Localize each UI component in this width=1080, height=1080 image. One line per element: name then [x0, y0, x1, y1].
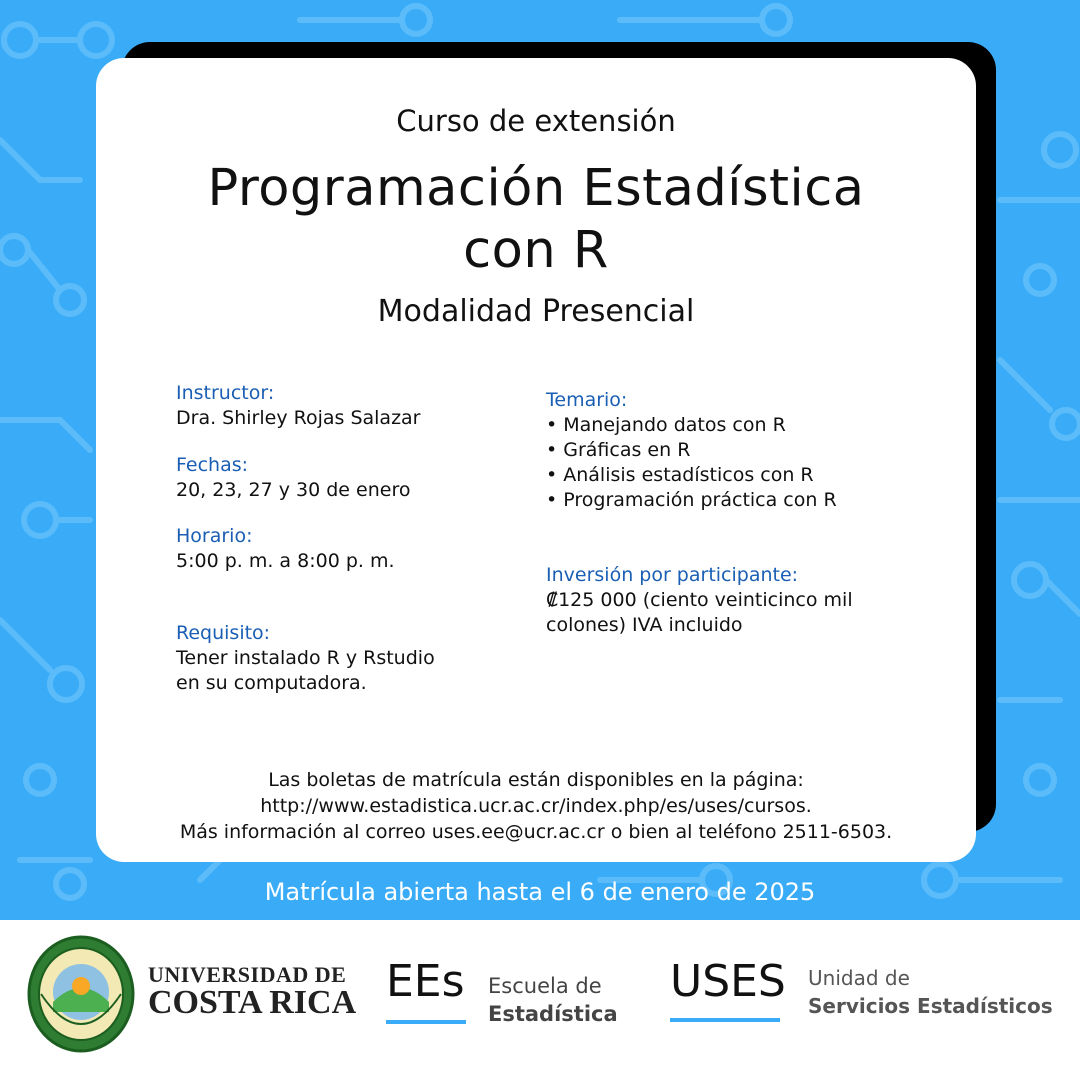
price-line1: ₡125 000 (ciento veinticinco mil: [546, 589, 853, 611]
ucr-seal-logo: [26, 934, 136, 1054]
schedule-block: [176, 524, 395, 574]
topics-block: [546, 388, 837, 513]
requirement-label: Requisito:: [176, 622, 271, 644]
dates-label: Fechas:: [176, 454, 249, 476]
topics-label: Temario:: [546, 389, 628, 411]
topic-item: • Análisis estadísticos con R: [546, 464, 814, 486]
price-label: Inversión por participante:: [546, 564, 799, 586]
uses-wordmark: [808, 964, 1053, 1020]
requirement-line2: en su computadora.: [176, 672, 367, 694]
dates-value: 20, 23, 27 y 30 de enero: [176, 479, 411, 501]
ees-wordmark: [488, 972, 618, 1028]
course-kicker: Curso de extensión: [396, 104, 676, 138]
price-block: [546, 563, 853, 638]
instructor-label: Instructor:: [176, 382, 275, 404]
instructor-block: [176, 381, 421, 431]
logo-bar: [0, 920, 1080, 1080]
ees-wordmark-line1: Escuela de: [488, 974, 602, 998]
requirement-block: [176, 621, 435, 696]
price-line2: colones) IVA incluido: [546, 614, 743, 636]
contact-line: Más información al correo uses.ee@ucr.ac.cr o bien al teléfono 2511-6503.: [179, 821, 893, 843]
course-title-line2: con R: [463, 221, 609, 280]
topic-item: • Manejando datos con R: [546, 414, 786, 436]
uses-wordmark-line2: Servicios Estadísticos: [808, 994, 1053, 1018]
ees-logo-mark: EEs: [386, 956, 465, 1007]
schedule-label: Horario:: [176, 525, 253, 547]
requirement-line1: Tener instalado R y Rstudio: [176, 647, 435, 669]
dates-block: [176, 453, 410, 503]
ucr-wordmark: [148, 962, 356, 1022]
ees-underline: [386, 1020, 466, 1024]
schedule-value: 5:00 p. m. a 8:00 p. m.: [176, 550, 395, 572]
course-modality: Modalidad Presencial: [377, 294, 695, 329]
ees-wordmark-line2: Estadística: [488, 1002, 618, 1026]
topic-item: • Gráficas en R: [546, 439, 691, 461]
ucr-wordmark-line1: UNIVERSIDAD DE: [148, 962, 347, 987]
uses-logo-mark: USES: [670, 956, 786, 1007]
ucr-wordmark-line2: COSTA RICA: [148, 984, 357, 1021]
enrollment-deadline: Matrícula abierta hasta el 6 de enero de 2025: [264, 878, 816, 906]
enrollment-url[interactable]: http://www.estadistica.ucr.ac.cr/index.php/es/uses/cursos.: [260, 795, 812, 817]
instructor-value: Dra. Shirley Rojas Salazar: [176, 407, 421, 429]
uses-wordmark-line1: Unidad de: [808, 966, 910, 990]
course-title: [96, 158, 976, 282]
uses-underline: [670, 1018, 780, 1022]
enrollment-note: [96, 767, 976, 845]
course-title-line1: Programación Estadística: [207, 159, 865, 218]
topic-item: • Programación práctica con R: [546, 489, 837, 511]
enrollment-note-line1: Las boletas de matrícula están disponibles en la página:: [268, 769, 804, 791]
